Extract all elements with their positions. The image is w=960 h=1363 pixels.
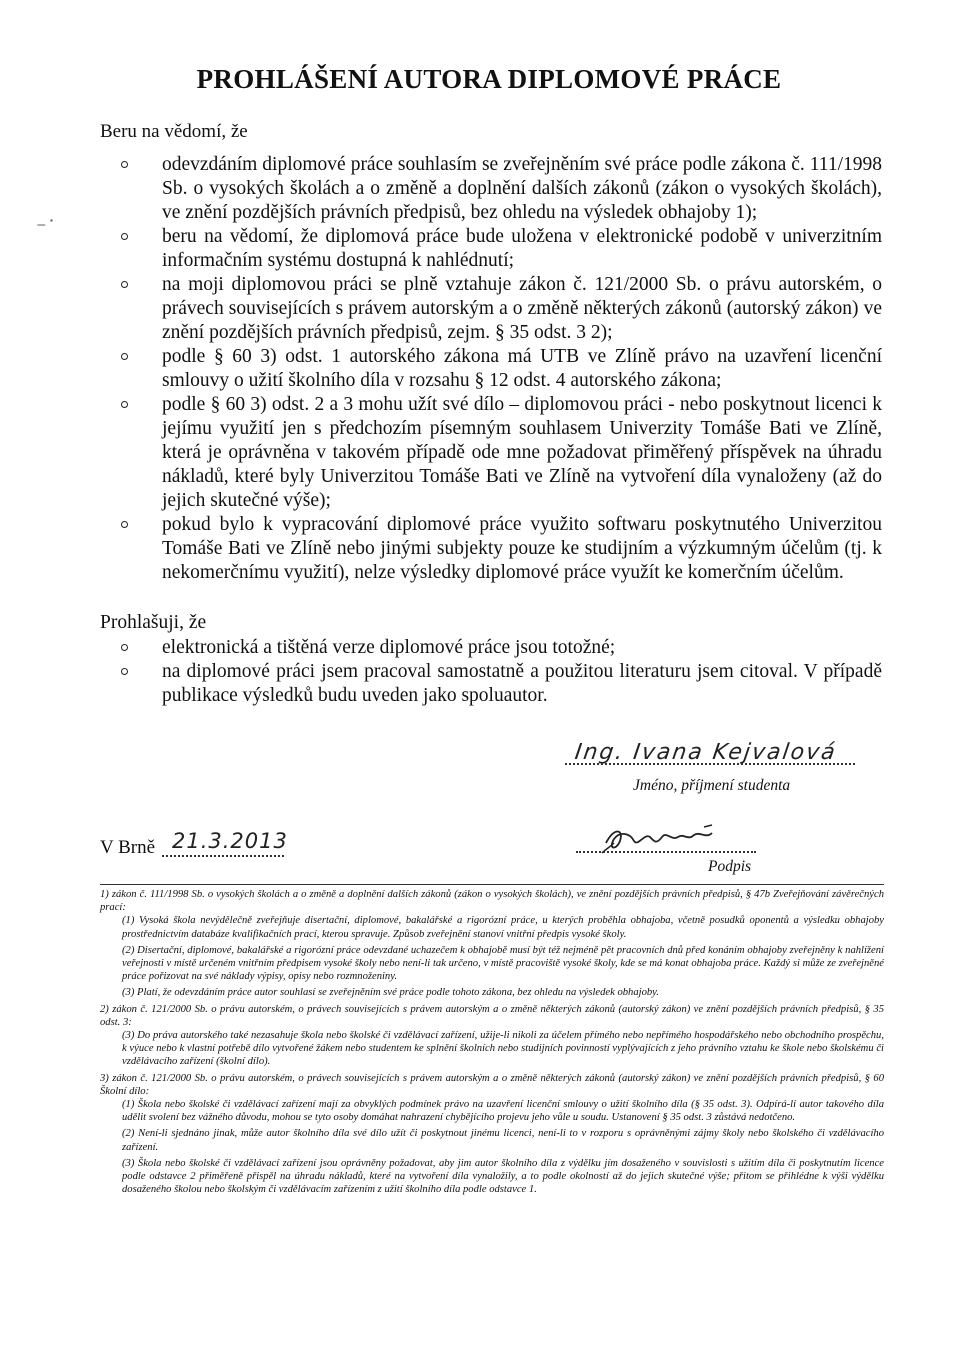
list-item xyxy=(120,273,882,345)
list-item-text: na diplomové práci jsem pracoval samostatně a použitou literaturu jsem citoval. V případě publikace výsledků budu uveden jako spoluautor. xyxy=(162,661,882,706)
list-item xyxy=(120,513,882,585)
list-item xyxy=(120,636,882,660)
footnotes xyxy=(100,888,884,1199)
signature-dotted-line xyxy=(576,851,756,853)
footnote-1-head: 1) zákon č. 111/1998 Sb. o vysokých školách a o změně a doplnění dalších zákonů (zákon o vysokých školách), ve znění pozdějších právních předpisů, § 47b Zveřejňování závěrečných prací: xyxy=(100,889,884,914)
declaration-list xyxy=(120,636,882,708)
footnote-1-item: (3) Platí, že odevzdáním práce autor souhlasí se zveřejněním své práce podle tohoto zákona, bez ohledu na výsledek obhajoby. xyxy=(122,987,659,999)
date-dotted-line xyxy=(162,855,284,857)
bullet-icon xyxy=(121,281,128,288)
city-label: V Brně xyxy=(100,837,156,858)
list-item-text: beru na vědomí, že diplomová práce bude uložena v elektronické podobě v univerzitním informačním systému dostupná k nahlédnutí; xyxy=(162,226,882,271)
intro-text: Beru na vědomí, že xyxy=(100,121,248,142)
list-item-text: podle § 60 3) odst. 2 a 3 mohu užít své dílo – diplomovou práci - nebo poskytnout licenci k jejímu využití jen s předchozím písemným souhlasem Univerzity Tomáše Bati ve Zlíně, která je oprávněna v takovém případě ode mne požadovat přiměřený příspěvek na úhradu nákladů, které byly Univerzitou Tomáše Bati ve Zlíně na vytvoření díla vynaloženy (až do jejich skutečné výše); xyxy=(162,394,882,511)
list-item-text: na moji diplomovou práci se plně vztahuje zákon č. 121/2000 Sb. o právu autorském, o právech souvisejících s právem autorským a o změně některých zákonů (autorský zákon) ve znění pozdějších právních předpisů, zejm. § 35 odst. 3 2); xyxy=(162,274,882,343)
list-item xyxy=(120,393,882,513)
name-dotted-line xyxy=(565,763,855,765)
page-title: PROHLÁŠENÍ AUTORA DIPLOMOVÉ PRÁCE xyxy=(196,64,782,94)
acknowledgement-list xyxy=(120,153,882,585)
handwritten-date: 21.3.2013 xyxy=(172,829,288,853)
list-item xyxy=(120,660,882,708)
footnote-3-item: (1) Škola nebo školské či vzdělávací zařízení mají za obvyklých podmínek právo na uzavření licenční smlouvy o užití školního díla (§ 35 odst. 3). Odpírá-li autor takového díla udělit svolení bez vážného důvodu, mohou se tyto osoby domáhat nahrazení chybějícího projevu jeho vůle u soudu. Ustanovení § 35 odst. 3 zůstává nedotčeno. xyxy=(122,1099,884,1124)
footnote-1-item: (2) Disertační, diplomové, bakalářské a rigorózní práce odevzdané uchazečem k obhajobě musí být též nejméně pět pracovních dnů před konáním obhajoby zveřejněny k nahlížení veřejnosti v místě určeném vnitřním předpisem vysoké školy nebo není-li tak určeno, v místě pracoviště vysoké školy, kde se má konat obhajoba práce. Každý si může ze zveřejněné práce pořizovat na své náklady výpisy, opisy nebo rozmnoženiny. xyxy=(122,944,884,983)
footnote-2-item: (3) Do práva autorského také nezasahuje škola nebo školské či vzdělávací zařízení, užije-li nikoli za účelem přímého nebo nepřímého hospodářského nebo obchodního prospěchu, k výuce nebo k vlastní potřebě dílo vytvořené žákem nebo studentem ke splnění školních nebo studijních povinností vyplývajících z jeho právního vztahu ke škole nebo školskému či vzdělávacího zařízení (školní dílo). xyxy=(122,1030,884,1068)
bullet-icon xyxy=(121,521,128,528)
bullet-icon xyxy=(121,401,128,408)
list-item-text: pokud bylo k vypracování diplomové práce využito softwaru poskytnutého Univerzitou Tomáše Bati ve Zlíně nebo jinými subjekty pouze ke studijním a výzkumným účelům (tj. k nekomerčnímu využití), nelze výsledky diplomové práce využít ke komerčním účelům. xyxy=(162,514,882,583)
stray-mark: ⁻˙ xyxy=(36,216,57,240)
footnote-3-item: (2) Není-li sjednáno jinak, může autor školního díla své dílo užít či poskytnout jinému licenci, není-li to v rozporu s oprávněnými zájmy školy nebo školského či vzdělávacího zařízení. xyxy=(122,1128,884,1153)
footnote-separator xyxy=(100,884,884,885)
list-item-text: elektronická a tištěná verze diplomové práce jsou totožné; xyxy=(162,637,616,658)
handwritten-name: Ing. Ivana Kejvalová xyxy=(573,740,839,765)
bullet-icon xyxy=(121,644,128,651)
footnote-3-head: 3) zákon č. 121/2000 Sb. o právu autorském, o právech souvisejících s právem autorským a o změně některých zákonů (autorský zákon) ve znění pozdějších právních předpisů, § 60 Školní dílo: xyxy=(100,1072,884,1097)
signature-label: Podpis xyxy=(708,858,752,875)
footnote-1-item: (1) Vysoká škola nevýdělečně zveřejňuje disertační, diplomové, bakalářské a rigorózní práce, u kterých proběhla obhajoba, včetně posudků oponentů a výsledku obhajoby prostřednictvím databáze kvalifikačních prací, kterou spravuje. Způsob zveřejnění stanoví vnitřní předpis vysoké školy. xyxy=(122,915,884,940)
declaration-heading: Prohlašuji, že xyxy=(100,612,207,633)
bullet-icon xyxy=(121,668,128,675)
list-item-text: podle § 60 3) odst. 1 autorského zákona má UTB ve Zlíně právo na uzavření licenční smlouvy o užití školního díla v rozsahu § 12 odst. 4 autorského zákona; xyxy=(162,346,882,391)
footnote-2-head: 2) zákon č. 121/2000 Sb. o právu autorském, o právech souvisejících s právem autorským a o změně některých zákonů (autorský zákon) ve znění pozdějších právních předpisů, § 35 odst. 3: xyxy=(100,1003,884,1028)
bullet-icon xyxy=(121,353,128,360)
list-item-text: odevzdáním diplomové práce souhlasím se zveřejněním své práce podle zákona č. 111/1998 Sb. o vysokých školách a o změně a doplnění dalších zákonů (zákon o vysokých školách), ve znění pozdějších právních předpisů, bez ohledu na výsledek obhajoby 1); xyxy=(162,154,882,223)
list-item xyxy=(120,345,882,393)
footnote-3-item: (3) Škola nebo školské či vzdělávací zařízení jsou oprávněny požadovat, aby jim autor školního díla z výdělku jím dosaženého v souvislosti s užitím díla či poskytnutím licence podle odstavce 2 přiměřeně přispěl na úhradu nákladů, které na vytvoření díla vynaložily, a to podle okolností až do jejich skutečné výše; přitom se přihlédne k výši výdělku dosaženého školou nebo školským či vzdělávacím zařízením z užití školního díla podle odstavce 1. xyxy=(122,1157,884,1196)
bullet-icon xyxy=(121,233,128,240)
name-label: Jméno, příjmení studenta xyxy=(633,777,791,794)
list-item xyxy=(120,225,882,273)
signature-image xyxy=(600,823,730,862)
bullet-icon xyxy=(121,161,128,168)
list-item xyxy=(120,153,882,225)
